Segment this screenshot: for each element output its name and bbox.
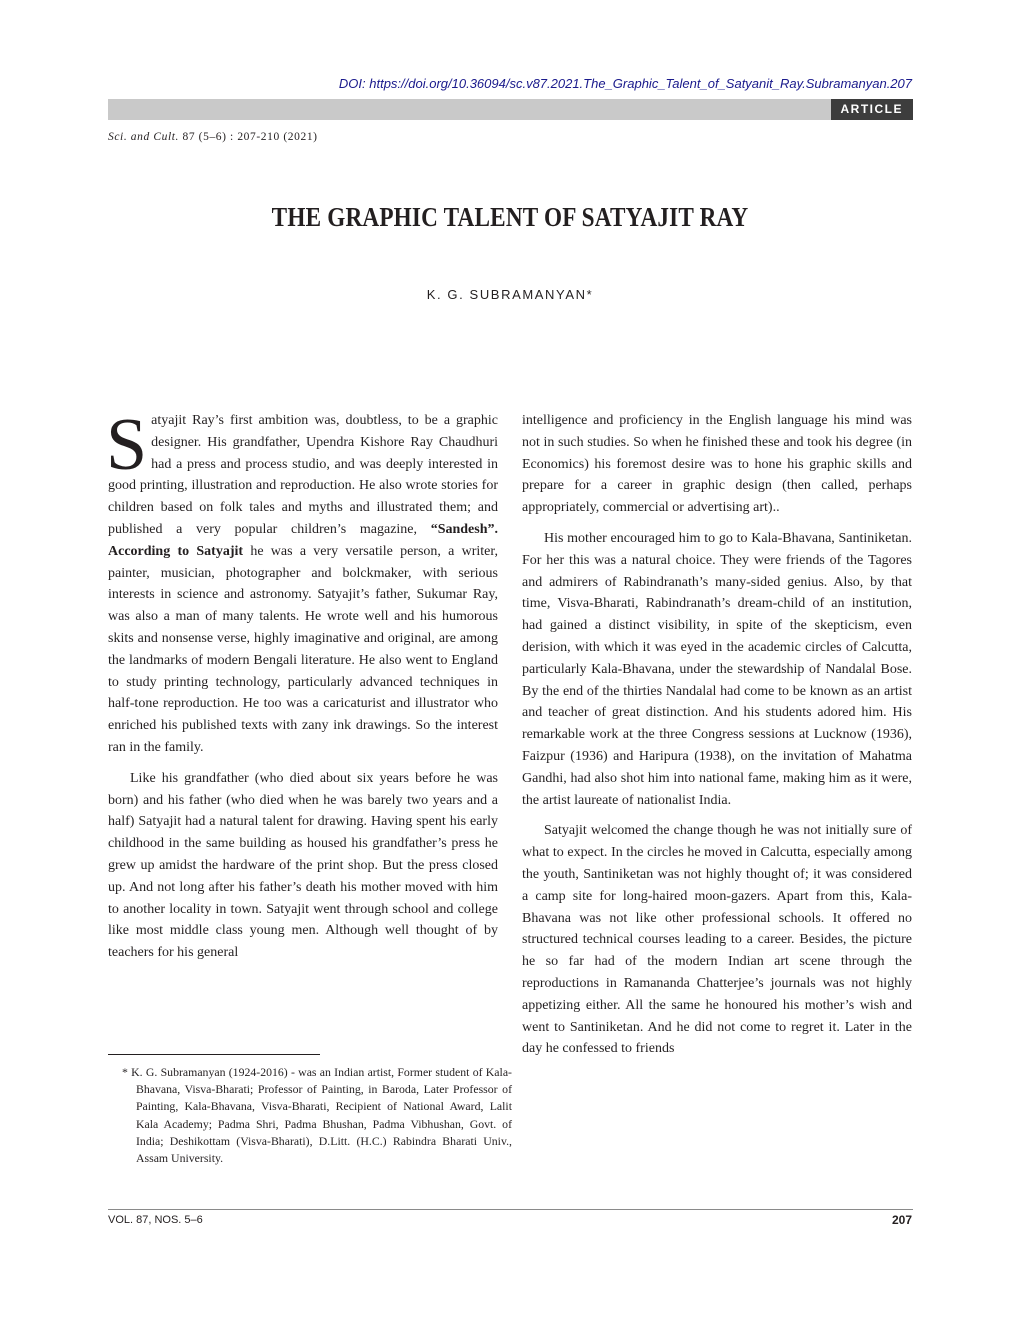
paragraph-text: he was a very versatile person, a writer, painter, musician, photographer and bolckmaker, with serious interests in science and astronomy. Satyajit’s father, Sukumar Ray, was also a man of many talents. He wrote well and his humorous skits and nonsense verse, highly imaginative and original, are among the landmarks of modern Bengali literature. He also went to England to study printing technology, particularly advanced techniques in half-tone reproduction. He too was a caricaturist and illustrator who enriched his published texts with zany ink drawings. So the interest ran in the family. <box>108 543 499 755</box>
paragraph <box>106 404 499 759</box>
article-title: THE GRAPHIC TALENT OF SATYAJIT RAY <box>271 202 749 232</box>
section-label: ARTICLE <box>831 99 914 120</box>
paragraph: Satyajit welcomed the change though he was not initially sure of what to expect. In the circles he moved in Calcutta, especially among the youth, Santiniketan was not highly thought of; it was considered a camp site for long-haired moon-gazers. Apart from this, Kala-Bhavana was not like other professional schools. It offered no structured technical courses leading to a career. Besides, the picture he so far had of the modern Indian art scene through the reproductions in Ramananda Chatterjee’s journals was not highly appetizing either. All the same he honoured his mother’s wish and went to Santiniketan. And he did not come to regret it. Later in the day he confessed to friends <box>522 823 912 1057</box>
footer-divider <box>108 1209 913 1210</box>
header-banner <box>108 99 913 120</box>
paragraph: Like his grandfather (who died about six years before he was born) and his father (who died when he was barely two years and a half) Satyajit had a natural talent for drawing. Having spent his early childhood in the same building as housed his grandfather’s press he grew up amidst the hardware of the print shop. But the press closed up. And not long after his father’s death his mother moved with him to another locality in town. Satyajit went through school and college like most middle class young men. Although well thought of by teachers for his general <box>108 770 498 961</box>
page-number: 207 <box>891 1213 912 1227</box>
journal-abbrev: Sci. and Cult. <box>108 131 180 143</box>
doi-link[interactable]: DOI: https://doi.org/10.36094/sc.v87.2021.The_Graphic_Talent_of_Satyanit_Ray.Subramanyan.207 <box>338 76 912 91</box>
drop-cap: S <box>106 404 148 486</box>
paragraph: His mother encouraged him to go to Kala-Bhavana, Santiniketan. For her this was a natural choice. They were friends of the Tagores and admirers of Rabindranath’s many-sided genius. Also, by that time, Visva-Bharati, Rabindranath’s dream-child of an institution, had gained a distinct visibility, in spite of the skepticism, even derision, with which it was eyed in the academic circles of Calcutta, particularly Kala-Bhavana, under the stewardship of Nandalal Bose. By the end of the thirties Nandalal had come to be known as an artist and teacher of great distinction. And his students adored him. His remarkable work at the three Congress sessions at Lucknow (1936), Faizpur (1936) and Haripura (1938), on the invitation of Mahatma Gandhi, had also shot him into national fame, making him as it were, the artist laureate of nationalist India. <box>522 530 912 808</box>
left-column <box>106 404 499 964</box>
footer-volume: VOL. 87, NOS. 5–6 <box>108 1214 203 1226</box>
paragraph: intelligence and proficiency in the English language his mind was not in such studies. So when he finished these and took his degree (in Economics) his foremost desire was to hone his graphic skills and prepare for a career in graphic design (then called, perhaps appropriately, commercial or advertising art).. <box>522 413 912 516</box>
journal-volume-pages: 87 (5–6) : 207-210 (2021) <box>182 131 318 143</box>
paragraph-text: atyajit Ray’s first ambition was, doubtless, to be a graphic designer. His grandfather, Upendra Kishore Ray Chaudhuri had a press and process studio, and was deeply interested in good printing, illustration and reproduction. He also wrote stories for children based on folk tales and myths and illustrated them; and published a very popular children’s magazine, <box>108 413 498 537</box>
author-footnote: * K. G. Subramanyan (1924-2016) - was an Indian artist, Former student of Kala-Bhavana, Visva-Bharati; Professor of Painting, in Baroda, Later Professor of Painting, Kala-Bhavana, Visva-Bharati, Recipient of National Award, Lalit Kala Academy; Padma Shri, Padma Bhushan, Padma Vibhushan, Govt. of India; Deshikottam (Visva-Bharati), D.Litt. (H.C.) Rabindra Bharati Univ., Assam University. <box>122 1065 512 1166</box>
footnote-divider <box>108 1054 320 1055</box>
paragraph-bold-text: “Sandesh”. According to Satyajit <box>108 521 498 559</box>
journal-citation <box>108 131 318 143</box>
article-author: K. G. SUBRAMANYAN* <box>426 287 594 302</box>
right-column <box>522 410 912 1060</box>
